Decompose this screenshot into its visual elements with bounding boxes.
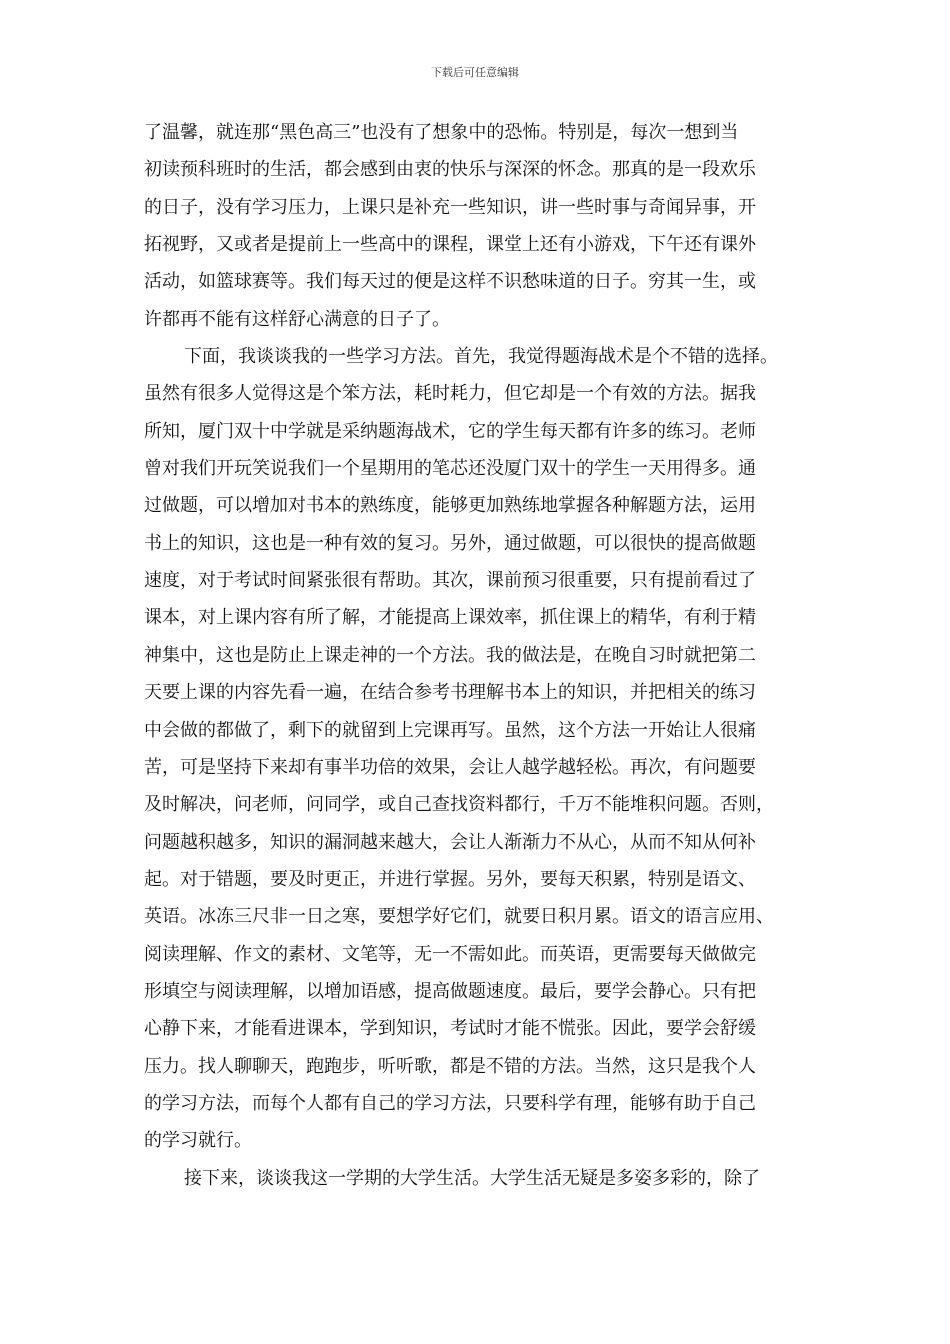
text-line: 拓视野，又或者是提前上一些高中的课程，课堂上还有小游戏，下午还有课外: [144, 234, 756, 256]
text-line: 形填空与阅读理解，以增加语感，提高做题速度。最后，要学会静心。只有把: [144, 980, 756, 1002]
text-line: 虽然有很多人觉得这是个笨方法，耗时耗力，但它却是一个有效的方法。据我: [144, 383, 756, 405]
text-line: 中会做的都做了，剩下的就留到上完课再写。虽然，这个方法一开始让人很痛: [144, 719, 756, 741]
text-line: 心静下来，才能看进课本，学到知识，考试时才能不慌张。因此，要学会舒缓: [144, 1018, 756, 1040]
text-line: 的学习方法，而每个人都有自己的学习方法，只要科学有理，能够有助于自己: [144, 1092, 756, 1114]
text-line: 的学习就行。: [144, 1130, 252, 1152]
text-line: 起。对于错题，要及时更正，并进行掌握。另外，要每天积累，特别是语文、: [144, 868, 756, 890]
text-line: 神集中，这也是防止上课走神的一个方法。我的做法是，在晚自习时就把第二: [144, 644, 756, 666]
text-line: 问题越积越多，知识的漏洞越来越大，会让人渐渐力不从心，从而不知从何补: [144, 831, 756, 853]
body-text: [144, 114, 806, 1197]
text-line: 苦，可是坚持下来却有事半功倍的效果，会让人越学越轻松。再次，有问题要: [144, 756, 756, 778]
text-line: 曾对我们开玩笑说我们一个星期用的笔芯还没厦门双十的学生一天用得多。通: [144, 458, 756, 480]
text-line: 许都再不能有这样舒心满意的日子了。: [144, 308, 450, 330]
text-line: 天要上课的内容先看一遍，在结合参考书理解书本上的知识，并把相关的练习: [144, 682, 756, 704]
text-line: 初读预科班时的生活，都会感到由衷的快乐与深深的怀念。那真的是一段欢乐: [144, 159, 756, 181]
text-line: 所知，厦门双十中学就是采纳题海战术，它的学生每天都有许多的练习。老师: [144, 420, 756, 442]
text-line: 过做题，可以增加对书本的熟练度，能够更加熟练地掌握各种解题方法，运用: [144, 495, 756, 517]
text-line: 及时解决，问老师，问同学，或自己查找资料都行，千万不能堆积问题。否则，: [144, 794, 774, 816]
text-line: 书上的知识，这也是一种有效的复习。另外，通过做题，可以很快的提高做题: [144, 532, 756, 554]
text-line: 活动，如篮球赛等。我们每天过的便是这样不识愁味道的日子。穷其一生，或: [144, 271, 756, 293]
text-line: 了温馨，就连那“黑色高三”也没有了想象中的恐怖。特别是，每次一想到当: [144, 122, 739, 143]
text-line: 阅读理解、作文的素材、文笔等，无一不需如此。而英语，更需要每天做做完: [144, 943, 756, 965]
text-line: 英语。冰冻三尺非一日之寒，要想学好它们，就要日积月累。语文的语言应用、: [144, 906, 774, 928]
text-line: 速度，对于考试时间紧张很有帮助。其次，课前预习很重要，只有提前看过了: [144, 570, 756, 592]
text-line: 课本，对上课内容有所了解，才能提高上课效率，抓住课上的精华，有利于精: [144, 607, 756, 629]
text-line: 下面，我谈谈我的一些学习方法。首先，我觉得题海战术是个不错的选择。: [184, 346, 778, 368]
text-line: 压力。找人聊聊天，跑跑步，听听歌，都是不错的方法。当然，这只是我个人: [144, 1055, 756, 1077]
text-line: 接下来，谈谈我这一学期的大学生活。大学生活无疑是多姿多彩的，除了: [184, 1167, 760, 1189]
page-header-note: 下载后可任意编辑: [431, 66, 519, 79]
text-line: 的日子，没有学习压力，上课只是补充一些知识，讲一些时事与奇闻异事，开: [144, 196, 756, 218]
